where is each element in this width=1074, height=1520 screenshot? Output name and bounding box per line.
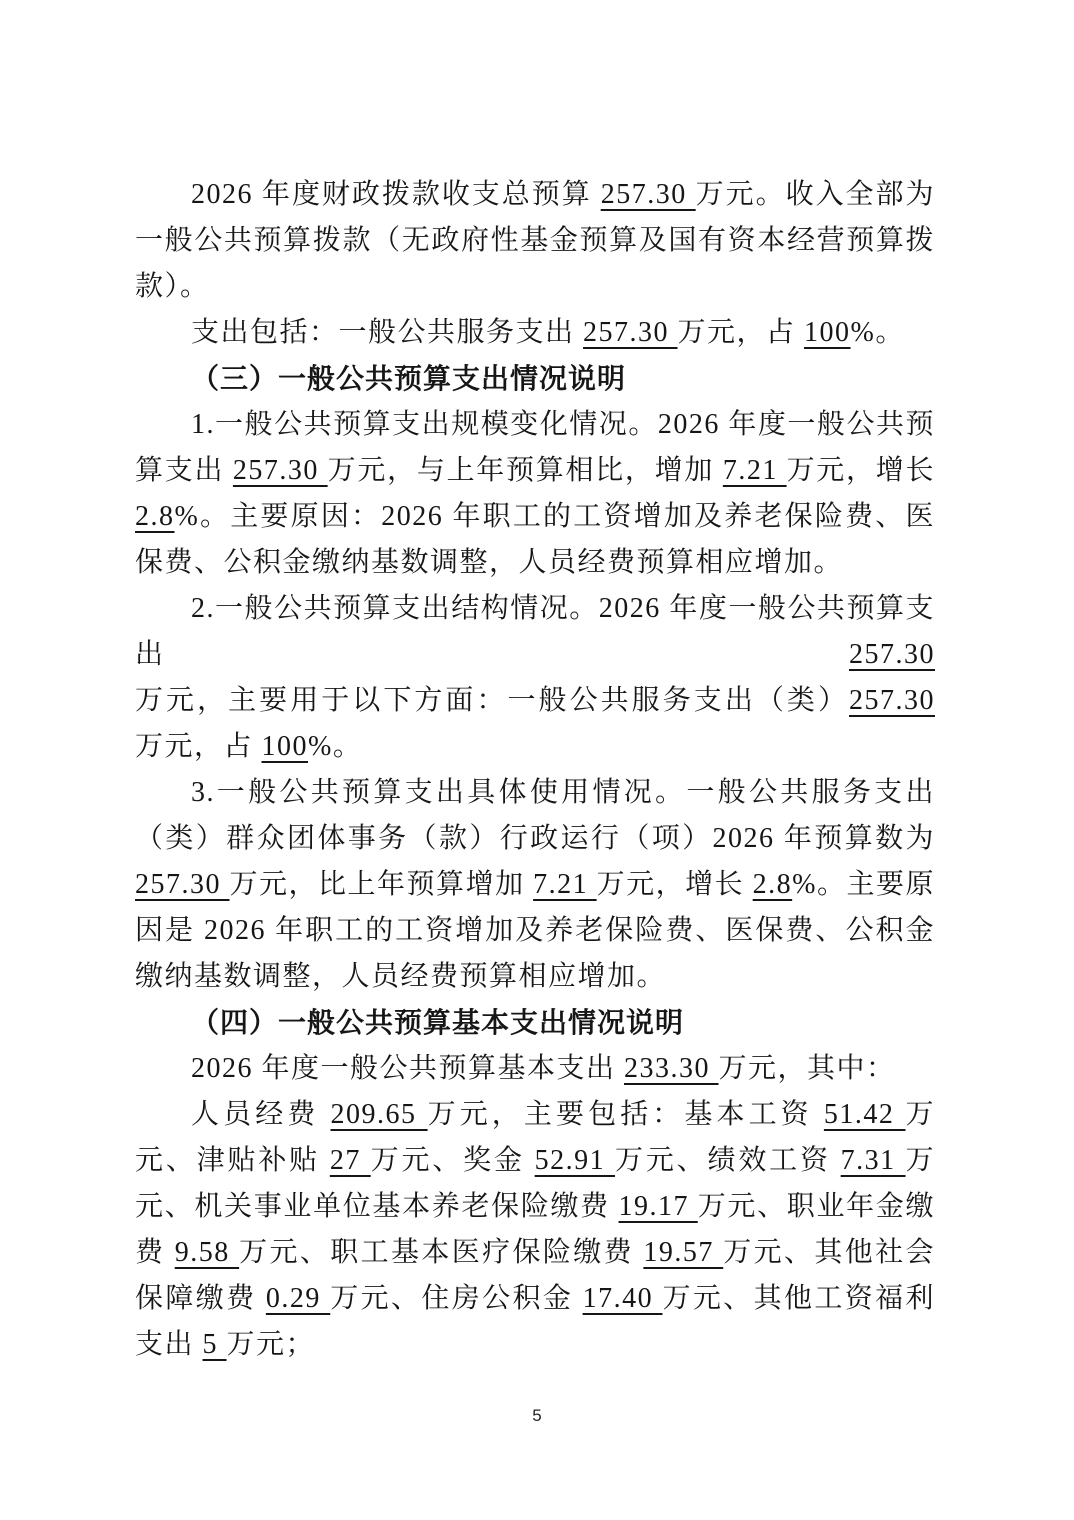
- underlined-value: 7.21: [533, 869, 597, 900]
- text-segment: 万元，增长: [786, 455, 935, 486]
- underlined-value: 7.31: [840, 1145, 906, 1176]
- text-segment: 万元、其他社会保障缴费: [135, 1237, 935, 1314]
- underlined-value: 100: [261, 731, 309, 762]
- paragraph: [135, 1046, 935, 1092]
- underlined-value: 7.21: [722, 455, 787, 486]
- page-number: 5: [532, 1406, 542, 1425]
- text-segment: 万元、奖金: [370, 1145, 535, 1176]
- underlined-value: 17.40: [582, 1283, 663, 1314]
- text-segment: （三）一般公共预算支出情况说明: [191, 363, 627, 394]
- paragraph: [135, 402, 935, 586]
- text-segment: 1.一般公共预算支出规模变化情况。2026 年度一般公共预算支出: [135, 409, 935, 486]
- paragraph: [135, 172, 935, 310]
- text-segment: 万元，占: [677, 317, 805, 348]
- section-heading: [135, 356, 935, 402]
- underlined-value: 257.30: [849, 685, 935, 716]
- text-segment: 万元，占: [135, 731, 262, 762]
- text-segment: 万元、机关事业单位基本养老保险缴费: [135, 1145, 936, 1222]
- text-segment: %。主要原因：2026 年职工的工资增加及养老保险费、医保费、公积金缴纳基数调整，人员经费预算相应增加。: [135, 501, 935, 578]
- paragraph: [135, 770, 935, 1000]
- text-segment: 2026 年度财政拨款收支总预算: [191, 179, 601, 210]
- text-segment: 万元、其他工资福利支出: [135, 1283, 935, 1360]
- document-body: [135, 172, 935, 1368]
- underlined-value: 51.42: [823, 1099, 906, 1130]
- underlined-value: 9.58: [174, 1237, 240, 1268]
- underlined-value: 2.8: [135, 501, 175, 532]
- paragraph: [135, 1092, 935, 1368]
- text-segment: 万元，主要用于以下方面：一般公共服务支出（类）: [135, 685, 849, 716]
- underlined-value: 2.8: [752, 869, 793, 900]
- text-segment: 2026 年度一般公共预算基本支出: [191, 1053, 625, 1084]
- text-segment: 2.一般公共预算支出结构情况。2026 年度一般公共预算支出: [135, 593, 935, 670]
- text-segment: 万元，与上年预算相比，增加: [327, 455, 723, 486]
- underlined-value: 27: [329, 1145, 371, 1176]
- text-segment: 万元，主要包括：基本工资: [427, 1099, 824, 1130]
- underlined-value: 257.30: [135, 869, 230, 900]
- underlined-value: 257.30: [600, 179, 696, 210]
- text-segment: （四）一般公共预算基本支出情况说明: [191, 1007, 685, 1038]
- text-segment: 万元，增长: [596, 869, 753, 900]
- text-segment: %。主要原因是 2026 年职工的工资增加及养老保险费、医保费、公积金缴纳基数调整，人员经费预算相应增加。: [135, 869, 936, 992]
- underlined-value: 233.30: [624, 1053, 719, 1084]
- text-segment: 万元，其中：: [718, 1053, 896, 1084]
- underlined-value: 100: [804, 317, 851, 348]
- section-heading: [135, 1000, 935, 1046]
- underlined-value: 19.17: [618, 1191, 698, 1222]
- text-segment: 万元、职工基本医疗保险缴费: [239, 1237, 644, 1268]
- text-segment: 万元、绩效工资: [615, 1145, 841, 1176]
- text-segment: %。: [308, 731, 363, 762]
- underlined-value: 0.29: [265, 1283, 331, 1314]
- text-segment: 万元、职业年金缴费: [135, 1191, 935, 1268]
- underlined-value: 52.91: [534, 1145, 616, 1176]
- text-segment: %。: [850, 317, 905, 348]
- text-segment: 万元、住房公积金: [330, 1283, 583, 1314]
- text-segment: 人员经费: [191, 1099, 331, 1130]
- paragraph: [135, 586, 935, 770]
- text-segment: 支出包括：一般公共服务支出: [191, 317, 584, 348]
- underlined-value: 209.65: [330, 1099, 428, 1130]
- underlined-value: 19.57: [643, 1237, 724, 1268]
- underlined-value: 257.30: [849, 639, 935, 670]
- text-segment: 万元、津贴补贴: [135, 1099, 936, 1176]
- text-segment: 万元。收入全部为一般公共预算拨款（无政府性基金预算及国有资本经营预算拨款）。: [135, 179, 935, 302]
- text-segment: 万元；: [226, 1329, 316, 1360]
- underlined-value: 257.30: [232, 455, 328, 486]
- underlined-value: 5: [202, 1329, 227, 1360]
- text-segment: 3.一般公共预算支出具体使用情况。一般公共服务支出（类）群众团体事务（款）行政运行（项）2026 年预算数为: [135, 777, 935, 854]
- underlined-value: 257.30: [583, 317, 678, 348]
- text-segment: 万元，比上年预算增加: [229, 869, 534, 900]
- paragraph: [135, 310, 935, 356]
